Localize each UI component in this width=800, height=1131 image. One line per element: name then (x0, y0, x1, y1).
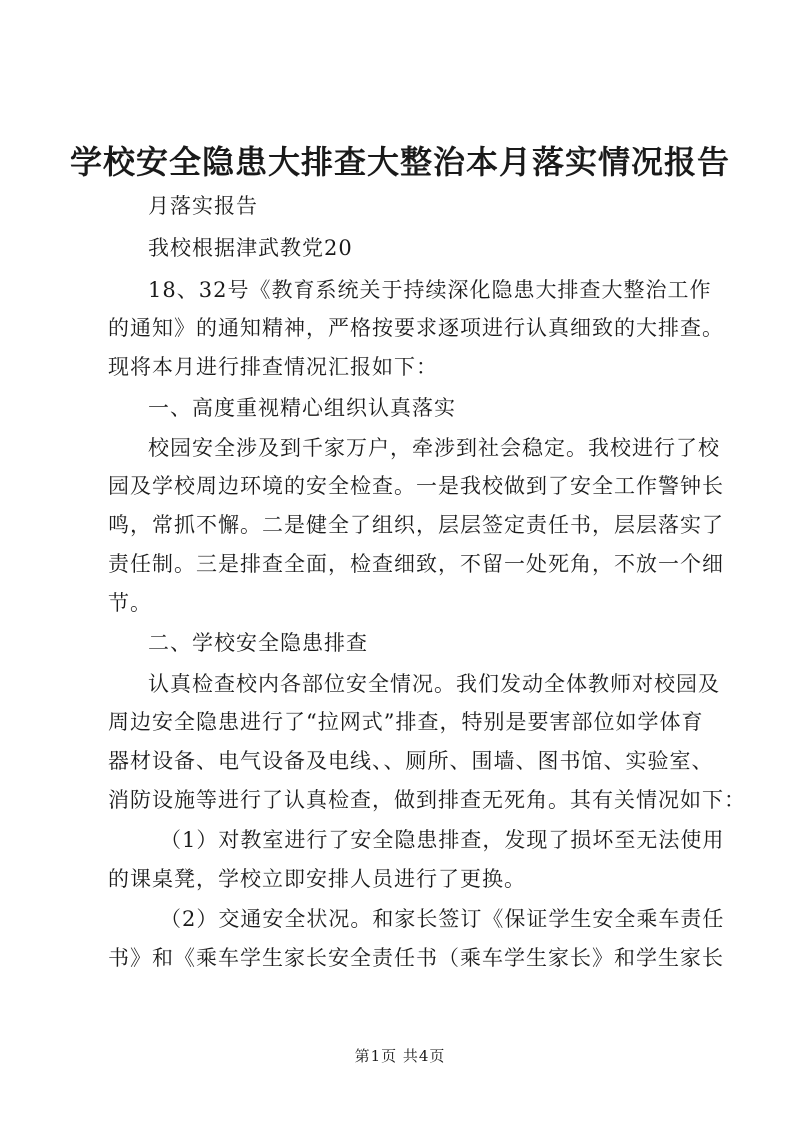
paragraph-line: 的通知》的通知精神，严格按要求逐项进行认真细致的大排查。 (108, 316, 724, 340)
paragraph-line: 18、32号《教育系统关于持续深化隐患大排查大整治工作 (148, 278, 712, 302)
document-title: 学校安全隐患大排查大整治本月落实情况报告 (69, 143, 730, 181)
paragraph-line: 周边安全隐患进行了“拉网式”排查，特别是要害部位如学体育 (108, 710, 704, 734)
paragraph-line: 月落实报告 (148, 194, 258, 218)
section-heading: 二、学校安全隐患排查 (148, 631, 368, 655)
paragraph-line: 器材设备、电气设备及电线、、厕所、围墙、图书馆、实验室、 (108, 749, 714, 773)
paragraph-line: （1）对教室进行了安全隐患排查，发现了损坏至无法使用 (160, 828, 725, 852)
paragraph-line: 校园安全涉及到千家万户，牵涉到社会稳定。我校进行了校 (148, 436, 720, 460)
paragraph-line: 现将本月进行排查情况汇报如下： (108, 355, 438, 379)
paragraph-line: 鸣，常抓不懈。二是健全了组织，层层签定责任书，层层落实了 (108, 513, 724, 537)
paragraph-line: 节。 (108, 591, 152, 615)
paragraph-line: 认真检查校内各部位安全情况。我们发动全体教师对校园及 (148, 672, 720, 696)
paragraph-line: 的课桌凳，学校立即安排人员进行了更换。 (108, 867, 526, 891)
paragraph-line: 责任制。三是排查全面，检查细致，不留一处死角，不放一个细 (108, 552, 724, 576)
paragraph-line: 我校根据津武教党20 (148, 236, 353, 260)
section-heading: 一、高度重视精心组织认真落实 (148, 396, 456, 420)
paragraph-line: 园及学校周边环境的安全检查。一是我校做到了安全工作警钟长 (108, 474, 724, 498)
paragraph-line: （2）交通安全状况。和家长签订《保证学生安全乘车责任 (160, 907, 725, 931)
paragraph-line: 消防设施等进行了认真检查，做到排查无死角。其有关情况如下： (108, 788, 746, 812)
paragraph-line: 书》和《乘车学生家长安全责任书（乘车学生家长》和学生家长 (108, 946, 724, 970)
page-number: 第1页 共4页 (354, 1047, 446, 1065)
